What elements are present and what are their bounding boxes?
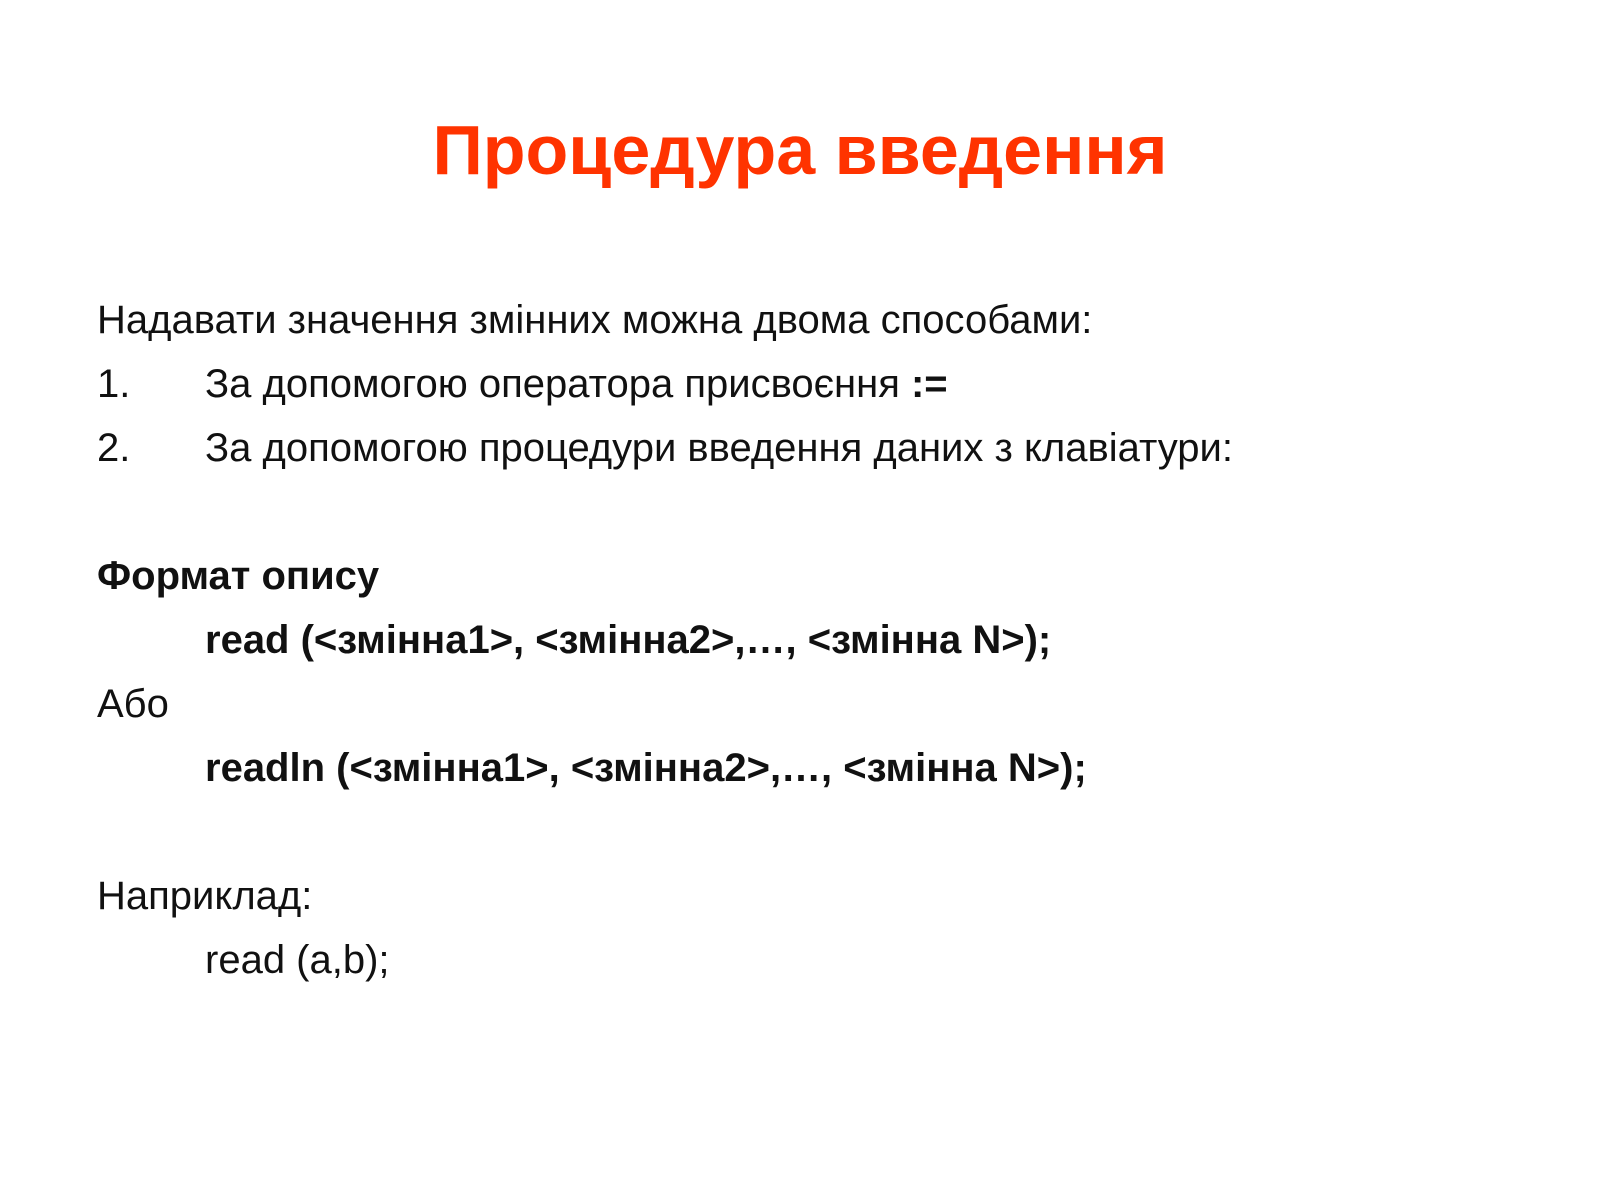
list-number: 1. [97,362,131,406]
intro-text: Надавати значення змінних можна двома способами: [97,298,1093,342]
read-format-code: read (<змінна1>, <змінна2>,…, <змінна N>); [205,618,1052,662]
list-text: За допомогою процедури введення даних з клавіатури: [205,426,1234,470]
readln-format-code: readln (<змінна1>, <змінна2>,…, <змінна N>); [205,746,1087,790]
spacer [97,800,1537,864]
slide-body [97,288,1537,992]
example-label: Наприклад: [97,874,313,918]
list-text: За допомогою оператора присвоєння [205,362,911,406]
slide-title: Процедура введення [432,111,1168,189]
list-number: 2. [97,426,131,470]
example-code: read (a,b); [205,938,390,982]
assign-operator: := [910,362,948,406]
list-item-2 [97,416,1537,480]
list-item-1 [97,352,1537,416]
spacer [97,480,1537,544]
or-label: Або [97,682,169,726]
format-heading: Формат опису [97,554,380,598]
